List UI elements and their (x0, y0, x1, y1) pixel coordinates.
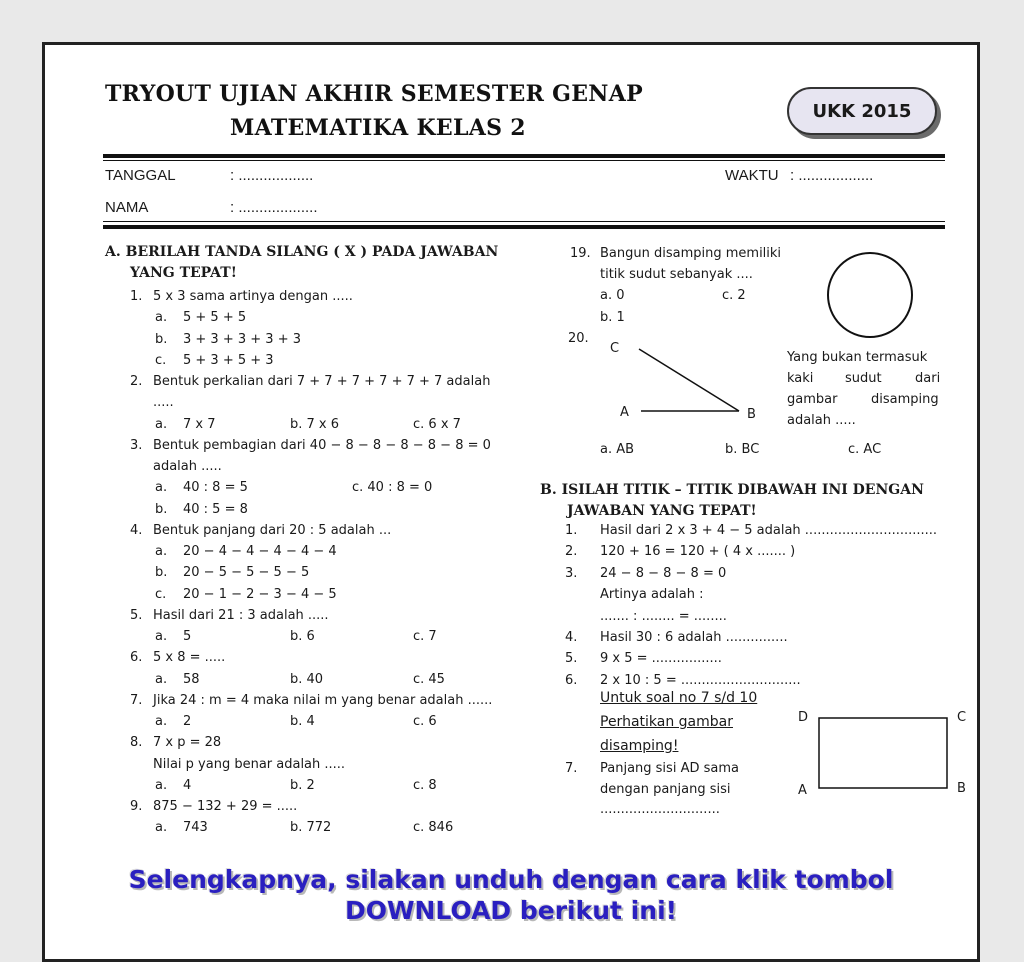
option-text: 7 x 7 (183, 416, 216, 432)
option-text: 743 (183, 820, 208, 836)
b-question-number: 1. (565, 523, 578, 538)
question-text: 875 − 132 + 29 = ..... (153, 799, 298, 814)
question-number: 4. (130, 522, 143, 538)
option-letter: a. (155, 629, 168, 644)
option-text: 5 + 5 + 5 (183, 310, 247, 326)
b-question-text: Hasil dari 2 x 3 + 4 − 5 adalah ................................ (600, 523, 938, 538)
q20-text-4: adalah ..... (787, 413, 856, 428)
tanggal-field: : .................. (230, 167, 314, 184)
waktu-field: : .................. (790, 167, 874, 184)
q20-text-2b: sudut (845, 371, 882, 386)
b-question-text: Hasil 30 : 6 adalah ............... (600, 630, 788, 645)
worksheet-page (42, 42, 980, 962)
q19-text-1: Bangun disamping memiliki (600, 246, 782, 261)
question-number: 9. (130, 799, 143, 814)
b-question-text: 2 x 10 : 5 = ............................. (600, 672, 801, 688)
q20-text-3b: disamping (871, 392, 939, 407)
b-question-number: 6. (565, 672, 578, 688)
option-letter: a. (155, 820, 168, 836)
b-q7-number: 7. (565, 761, 578, 776)
answer-option: c. 6 x 7 (413, 416, 461, 432)
q20-text-2c: dari (915, 371, 941, 386)
section-a-heading-2: YANG TEPAT! (130, 265, 237, 281)
b-question-number: 3. (565, 565, 578, 581)
question-number: 5. (130, 607, 143, 623)
question-text: Bentuk panjang dari 20 : 5 adalah ... (153, 522, 392, 538)
section-b-heading-2: JAWABAN YANG TEPAT! (567, 503, 757, 519)
option-text: 2 (183, 714, 192, 729)
circle-figure (825, 250, 915, 340)
q20-text-2a: kaki (787, 371, 814, 386)
b-question-text: ....... : ........ = ........ (600, 608, 727, 624)
nama-field: : ................... (230, 199, 318, 216)
option-letter: b. (155, 501, 168, 517)
option-text: 20 − 1 − 2 − 3 − 4 − 5 (183, 586, 337, 602)
option-letter: a. (155, 480, 168, 496)
answer-option: c. 45 (413, 671, 445, 687)
rect-label-a: A (798, 783, 807, 798)
b-question-number: 2. (565, 544, 578, 560)
b-q7-text-1: Panjang sisi AD sama (600, 761, 739, 776)
section-a-heading: A. BERILAH TANDA SILANG ( X ) PADA JAWABAN (105, 244, 499, 260)
option-text: adalah ..... (153, 459, 222, 474)
q20-text-1: Yang bukan termasuk (787, 350, 928, 365)
option-text: 4 (183, 777, 192, 793)
option-letter: a. (155, 544, 168, 559)
option-letter: a. (155, 671, 168, 687)
question-text: 7 x p = 28 (153, 735, 222, 751)
download-text-line-2[interactable]: DOWNLOAD berikut ini! (344, 896, 678, 925)
option-text: 3 + 3 + 3 + 3 + 3 (183, 331, 301, 347)
option-text: 58 (183, 671, 200, 687)
download-text-line-1[interactable]: Selengkapnya, silakan unduh dengan cara klik tombol (128, 865, 894, 894)
option-text: ..... (153, 395, 174, 411)
option-text: 40 : 5 = 8 (183, 501, 248, 517)
tanggal-label: TANGGAL (105, 167, 176, 184)
answer-option: b. 4 (290, 714, 315, 729)
rectangle-figure (818, 717, 950, 791)
option-letter: c. (155, 352, 167, 368)
q19-option-a: a. 0 (600, 288, 625, 303)
question-number: 8. (130, 735, 143, 751)
question-number: 1. (130, 289, 143, 304)
question-text: 5 x 3 sama artinya dengan ..... (153, 289, 353, 304)
header-divider-thin (103, 160, 945, 161)
b-question-text: 24 − 8 − 8 − 8 = 0 (600, 565, 727, 581)
waktu-label: WAKTU (725, 167, 779, 184)
question-text: 5 x 8 = ..... (153, 650, 226, 666)
q19-text-2: titik sudut sebanyak .... (600, 267, 753, 282)
note-line-1: Untuk soal no 7 s/d 10 (600, 690, 758, 706)
answer-option: c. 846 (413, 820, 454, 836)
angle-label-c: C (610, 341, 620, 356)
q20-option-b: b. BC (725, 442, 760, 457)
section-b-heading: B. ISILAH TITIK – TITIK DIBAWAH INI DENGAN (540, 482, 924, 498)
answer-option: b. 40 (290, 671, 324, 687)
answer-option: c. 7 (413, 629, 437, 644)
question-text: Bentuk perkalian dari 7 + 7 + 7 + 7 + 7 + 7 adalah (153, 374, 491, 389)
q20-option-a: a. AB (600, 442, 635, 457)
q20-text-3a: gambar (787, 392, 838, 407)
rect-label-c: C (957, 710, 967, 725)
option-text: 20 − 4 − 4 − 4 − 4 − 4 (183, 544, 337, 559)
header-divider (103, 154, 945, 158)
option-letter: a. (155, 777, 168, 793)
q19-option-c: c. 2 (722, 288, 746, 303)
answer-option: c. 8 (413, 777, 437, 793)
option-letter: a. (155, 416, 168, 432)
option-text: 5 + 3 + 5 + 3 (183, 352, 274, 368)
q20-option-c: c. AC (848, 442, 882, 457)
angle-label-b: B (747, 407, 756, 422)
title-line-2: MATEMATIKA KELAS 2 (230, 115, 526, 141)
nama-label: NAMA (105, 199, 149, 216)
rect-label-d: D (798, 710, 809, 725)
answer-option: b. 6 (290, 629, 315, 644)
q19-option-b: b. 1 (600, 310, 625, 325)
answer-option: c. 40 : 8 = 0 (352, 480, 433, 496)
b-question-text: Artinya adalah : (600, 587, 704, 603)
question-text: Jika 24 : m = 4 maka nilai m yang benar adalah ...... (153, 692, 493, 708)
option-text: 5 (183, 629, 192, 644)
note-line-3: disamping! (600, 738, 679, 754)
option-letter: c. (155, 586, 167, 602)
q19-number: 19. (570, 246, 591, 261)
angle-label-a: A (620, 405, 629, 420)
option-text: Nilai p yang benar adalah ..... (153, 756, 346, 772)
b-question-number: 5. (565, 651, 578, 667)
option-text: 20 − 5 − 5 − 5 − 5 (183, 565, 310, 581)
question-number: 7. (130, 692, 143, 708)
q20-number: 20. (568, 331, 589, 346)
option-text: 40 : 8 = 5 (183, 480, 248, 496)
rect-label-b: B (957, 781, 966, 796)
question-number: 2. (130, 374, 143, 389)
b-question-text: 9 x 5 = ................. (600, 651, 722, 667)
option-letter: a. (155, 714, 168, 729)
question-text: Hasil dari 21 : 3 adalah ..... (153, 607, 329, 623)
angle-figure (605, 335, 815, 425)
option-letter: b. (155, 331, 168, 347)
b-q7-text-2: dengan panjang sisi (600, 782, 731, 797)
option-letter: a. (155, 310, 168, 326)
question-text: Bentuk pembagian dari 40 − 8 − 8 − 8 − 8 − 8 = 0 (153, 437, 491, 453)
answer-option: b. 2 (290, 777, 315, 793)
answer-option: b. 7 x 6 (290, 416, 340, 432)
fields-divider (103, 225, 945, 229)
b-question-number: 4. (565, 630, 578, 645)
b-q7-answer-line: ............................. (600, 802, 720, 817)
fields-divider-thin (103, 221, 945, 222)
exam-badge: UKK 2015 (787, 87, 937, 135)
question-number: 3. (130, 437, 143, 453)
answer-option: c. 6 (413, 714, 437, 729)
question-number: 6. (130, 650, 143, 666)
title-line-1: TRYOUT UJIAN AKHIR SEMESTER GENAP (105, 81, 643, 107)
option-letter: b. (155, 565, 168, 581)
b-question-text: 120 + 16 = 120 + ( 4 x ....... ) (600, 544, 796, 560)
note-line-2: Perhatikan gambar (600, 714, 733, 730)
answer-option: b. 772 (290, 820, 332, 836)
